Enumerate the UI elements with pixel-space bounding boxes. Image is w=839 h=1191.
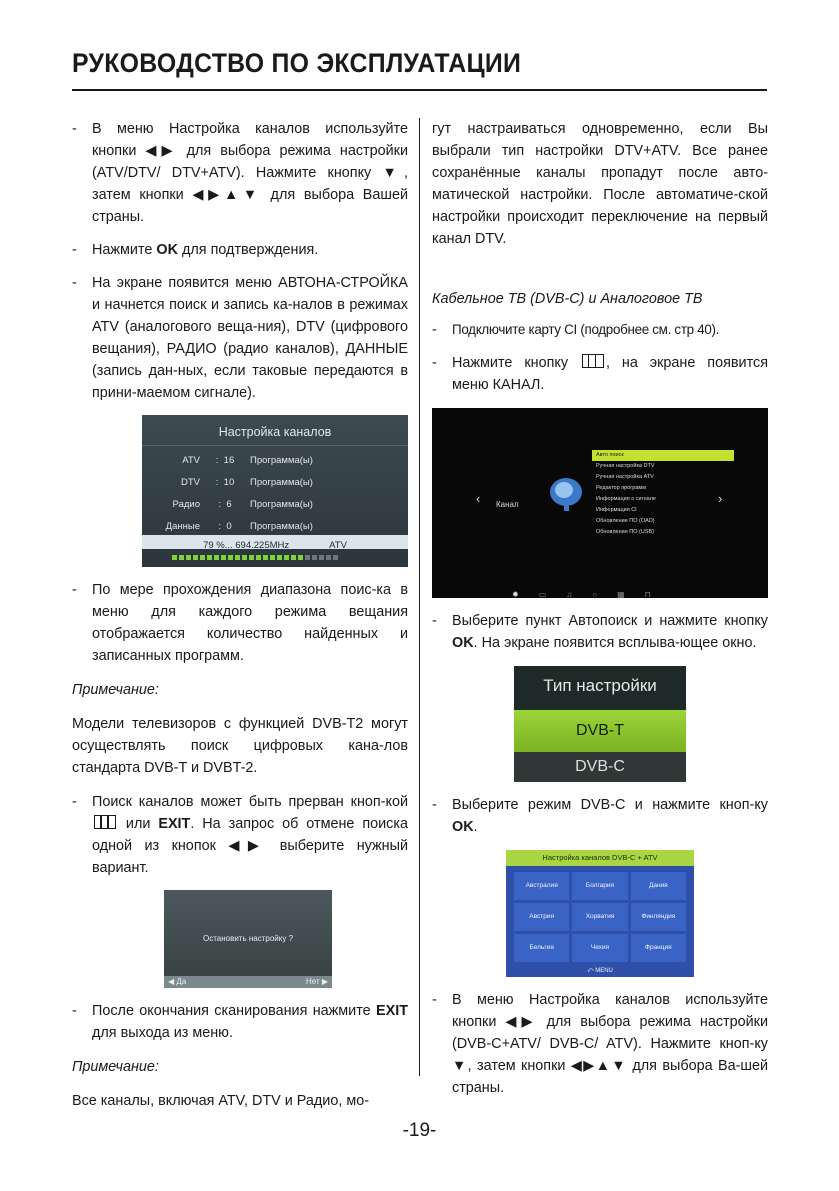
progress-segment xyxy=(319,555,324,560)
list-item: - После окончания сканирования нажмите EXIT для выхода из меню. xyxy=(72,1003,408,1041)
left-column xyxy=(72,118,408,1112)
tuning-type-screen xyxy=(514,666,686,782)
progress-segment xyxy=(333,555,338,560)
country-screen-title: Настройка каналов DVB-C + ATV xyxy=(506,850,694,866)
list-item: - В меню Настройка каналов используйте кнопки ◀▶ для выбора режима настройки (DVB-C+ATV/ DVB-C/ ATV). Нажмите кноп-ку ▼, затем кнопки ◀▶▲▼ для выбора Ва-шей страны. xyxy=(432,992,768,1096)
progress-segment xyxy=(249,555,254,560)
progress-segment xyxy=(242,555,247,560)
progress-segment xyxy=(305,555,310,560)
dvb-c-option[interactable]: DVB-C xyxy=(514,752,686,782)
column-divider xyxy=(419,118,420,1076)
country-item[interactable]: Болгария xyxy=(572,872,627,900)
right-arrow-icon[interactable]: › xyxy=(718,491,723,506)
country-item[interactable]: Австрия xyxy=(514,903,569,931)
progress-segment xyxy=(200,555,205,560)
menu-item[interactable]: Ручная настройка DTV xyxy=(596,463,655,469)
progress-segment xyxy=(207,555,212,560)
progress-segment xyxy=(291,555,296,560)
dvb-t-option[interactable]: DVB-T xyxy=(514,710,686,752)
menu-item[interactable]: Обновление ПО (USB) xyxy=(596,529,655,535)
scan-row: Радио : 6 Программа(ы) xyxy=(172,499,313,510)
progress-segment xyxy=(214,555,219,560)
menu-key-icon xyxy=(94,815,116,829)
progress-segment xyxy=(221,555,226,560)
stop-scan-screen xyxy=(164,890,332,988)
progress-segment xyxy=(256,555,261,560)
page-title: РУКОВОДСТВО ПО ЭКСПЛУАТАЦИИ xyxy=(72,48,522,78)
right-column xyxy=(432,118,768,1110)
stop-question: Остановить настройку ? xyxy=(202,934,294,943)
scan-row: DTV : 10 Программа(ы) xyxy=(181,477,313,488)
channel-menu-screen xyxy=(432,408,768,598)
paragraph: Все каналы, включая ATV, DTV и Радио, мо- xyxy=(72,1093,370,1109)
tuning-type-title: Тип настройки xyxy=(514,666,686,710)
progress-segment xyxy=(298,555,303,560)
country-item[interactable]: Австралия xyxy=(514,872,569,900)
list-item: - Нажмите OK для подтверждения. xyxy=(72,242,319,258)
lock-tab-icon[interactable]: ⊓ xyxy=(644,590,651,599)
scan-row: Данные : 0 Программа(ы) xyxy=(165,521,313,532)
channel-tab-icon[interactable]: ✹ xyxy=(512,590,519,599)
list-item: - По мере прохождения диапазона поис-ка в меню для каждого режима вещания отображается количество найденных и записанных программ. xyxy=(72,582,408,664)
progress-segment xyxy=(172,555,177,560)
list-item: - Поиск каналов может быть прерван кноп-кой или EXIT. На запрос об отмене поиска одной из кнопок ◀▶ выберите нужный вариант. xyxy=(72,794,408,876)
settings-tab-icon[interactable]: ▦ xyxy=(617,590,625,599)
time-tab-icon[interactable]: ○ xyxy=(592,590,598,599)
list-item: - В меню Настройка каналов используйте кнопки ◀▶ для выбора режима настройки (ATV/DTV/ DTV+ATV). Нажмите кнопку ▼, затем кнопки ◀▶▲▼ для выбора Вашей страны. xyxy=(72,121,408,225)
progress-segment xyxy=(263,555,268,560)
title-rule xyxy=(72,89,767,91)
section-heading: Кабельное ТВ (DVB-C) и Аналоговое ТВ xyxy=(432,291,703,307)
progress-segment xyxy=(186,555,191,560)
progress-segment xyxy=(179,555,184,560)
country-screen xyxy=(506,850,694,977)
progress-segment xyxy=(228,555,233,560)
picture-tab-icon[interactable]: ▭ xyxy=(538,590,547,599)
country-item[interactable]: Дания xyxy=(631,872,686,900)
scan-frequency: 79 %... 694.225MHz ATV xyxy=(142,535,408,549)
menu-hint: ⤺ MENU xyxy=(587,968,613,974)
menu-item[interactable]: Информация о сигнале xyxy=(596,496,656,502)
progress-segment xyxy=(277,555,282,560)
list-item: - Нажмите кнопку , на экране появится меню КАНАЛ. xyxy=(432,355,768,393)
menu-item[interactable]: Информация CI xyxy=(596,507,637,513)
progress-segment xyxy=(193,555,198,560)
progress-segment xyxy=(326,555,331,560)
menu-tabs xyxy=(512,584,651,606)
country-item[interactable]: Франция xyxy=(631,934,686,962)
menu-item[interactable]: Авто поиск xyxy=(592,450,734,461)
scan-row: ATV : 16 Программа(ы) xyxy=(182,455,313,466)
sound-tab-icon[interactable]: ♫ xyxy=(566,590,573,599)
country-item[interactable]: Бельгия xyxy=(514,934,569,962)
scan-title: Настройка каналов xyxy=(142,415,408,446)
note-heading: Примечание: xyxy=(72,682,159,698)
page-number: -19- xyxy=(402,1120,437,1141)
paragraph: гут настраиваться одновременно, если Вы выбрали тип настройки DTV+ATV. Все ранее сохранённые каналы пропадут после авто-матической настройки. После автоматиче-ской настройки происходит переключение на первый канал DTV. xyxy=(432,121,768,247)
channel-label: Канал xyxy=(496,500,519,509)
menu-key-icon xyxy=(582,354,604,368)
left-arrow-icon[interactable]: ‹ xyxy=(476,491,481,506)
list-item: - Подключите карту CI (подробнее см. стр 40). xyxy=(432,322,720,338)
country-item[interactable]: Чехия xyxy=(572,934,627,962)
progress-segment xyxy=(235,555,240,560)
scan-screen xyxy=(142,415,408,567)
list-item: - На экране появится меню АВТОНА-СТРОЙКА и начнется поиск и запись ка-налов в режимах ATV (аналогового веща-ния), DTV (цифрового вещания), РАДИО (радио каналов), ДАННЫЕ (запись дан-ных, если таковые передаются в прини-маемом сигнале). xyxy=(72,275,408,401)
menu-item[interactable]: Обновление ПО (OAD) xyxy=(596,518,655,524)
progress-segment xyxy=(312,555,317,560)
scan-progress-bar xyxy=(172,555,338,560)
no-option[interactable]: Нет ▶ xyxy=(306,977,328,986)
country-item[interactable]: Хорватия xyxy=(572,903,627,931)
menu-item[interactable]: Ручная настройка ATV xyxy=(596,474,654,480)
yes-option[interactable]: ◀ Да xyxy=(168,977,187,986)
satellite-dish-icon xyxy=(546,472,586,512)
menu-item[interactable]: Редактор программ xyxy=(596,485,646,491)
list-item: - Выберите пункт Автопоиск и нажмите кнопку OK. На экране появится всплыва-ющее окно. xyxy=(432,613,768,651)
progress-segment xyxy=(284,555,289,560)
country-item[interactable]: Финляндия xyxy=(631,903,686,931)
channel-menu-list xyxy=(592,450,734,538)
paragraph: Модели телевизоров с функцией DVB-T2 могут осуществлять поиск цифровых кана-лов стандарта DVB-T и DVBT-2. xyxy=(72,716,408,776)
note-heading: Примечание: xyxy=(72,1059,159,1075)
progress-segment xyxy=(270,555,275,560)
list-item: - Выберите режим DVB-C и нажмите кноп-ку OK. xyxy=(432,797,768,835)
